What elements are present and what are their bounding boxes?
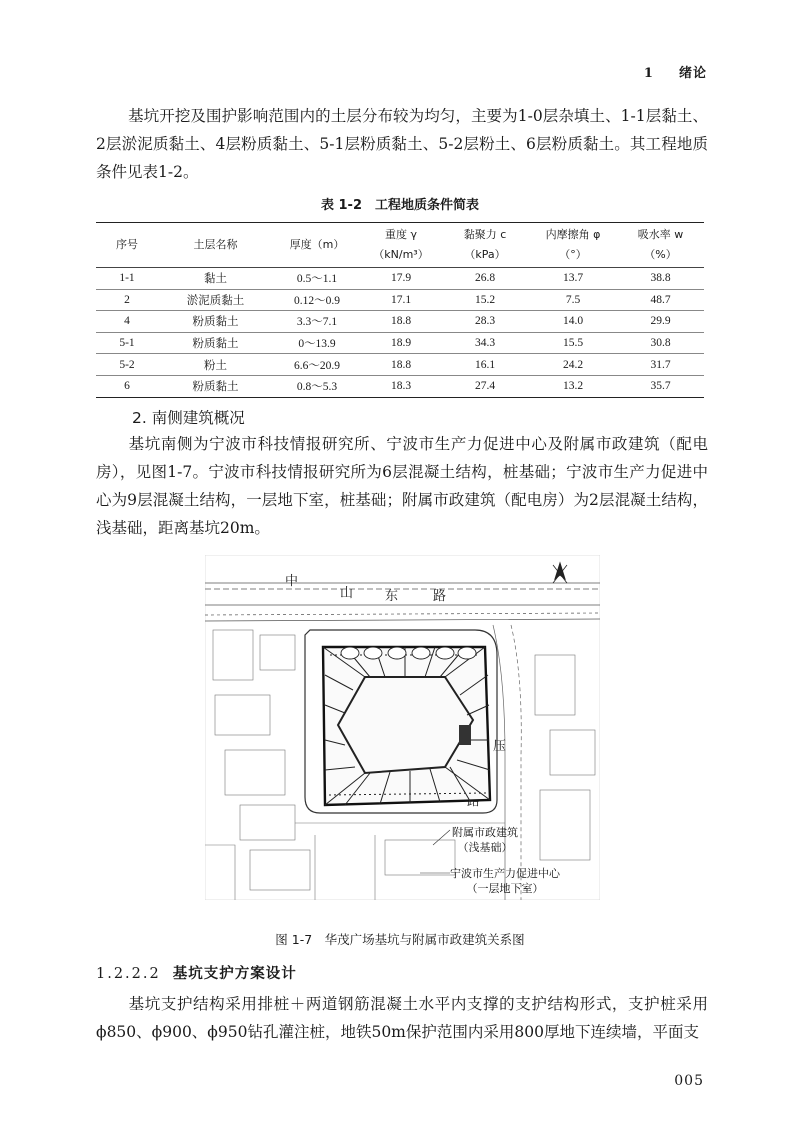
table-cell: 13.2 bbox=[529, 375, 617, 397]
table-cell: 31.7 bbox=[617, 354, 704, 376]
subheading-south-buildings: 2. 南侧建筑概况 bbox=[132, 409, 245, 427]
chapter-number: 1 bbox=[643, 66, 654, 81]
table-header-label: 厚度（m） bbox=[289, 238, 345, 251]
running-header bbox=[644, 62, 707, 81]
table-cell: 34.3 bbox=[441, 332, 529, 354]
table-header-cell bbox=[96, 223, 158, 268]
label-municipal-building: 附属市政建筑 bbox=[452, 826, 518, 839]
section-paragraph bbox=[96, 990, 708, 1046]
road-north-char-2: 山 bbox=[340, 586, 354, 601]
table-cell: 7.5 bbox=[529, 289, 617, 311]
label-productivity-center-note: （一层地下室） bbox=[466, 882, 544, 895]
chapter-title: 绪论 bbox=[678, 66, 707, 81]
table-cell: 粉质黏土 bbox=[158, 375, 273, 397]
table-cell: 粉土 bbox=[158, 354, 273, 376]
road-north-char-1: 中 bbox=[285, 574, 299, 589]
table-cell: 29.9 bbox=[617, 311, 704, 333]
table-cell: 0.5～1.1 bbox=[273, 268, 361, 290]
table-cell: 27.4 bbox=[441, 375, 529, 397]
table-cell: 1-1 bbox=[96, 268, 158, 290]
section-heading bbox=[96, 962, 297, 983]
section-number: 1.2.2.2 bbox=[96, 966, 161, 982]
table-body bbox=[96, 268, 704, 398]
table-cell: 粉质黏土 bbox=[158, 311, 273, 333]
access-ramp bbox=[459, 725, 471, 745]
table-header-cell bbox=[441, 223, 529, 268]
table-cell: 2 bbox=[96, 289, 158, 311]
table-header-unit: （kPa） bbox=[464, 248, 506, 261]
table-row bbox=[96, 311, 704, 333]
table-title: 表 1-2 工程地质条件简表 bbox=[320, 198, 479, 213]
table-header-cell bbox=[158, 223, 273, 268]
excavation-pit bbox=[323, 647, 490, 805]
table-header-cell bbox=[529, 223, 617, 268]
table-header-label: 土层名称 bbox=[193, 238, 238, 251]
table-cell: 6.6～20.9 bbox=[273, 354, 361, 376]
road-east-char-1: 压 bbox=[493, 739, 507, 754]
table-cell: 0～13.9 bbox=[273, 332, 361, 354]
table-header-label: 序号 bbox=[116, 238, 138, 251]
section-paragraph-text: 基坑支护结构采用排桩＋两道钢筋混凝土水平内支撑的支护结构形式，支护桩采用ϕ850、ϕ900、ϕ950钻孔灌注桩，地铁50m保护范围内采用800厚地下连续墙，平面支 bbox=[96, 995, 708, 1041]
table-row bbox=[96, 354, 704, 376]
table-cell: 4 bbox=[96, 311, 158, 333]
table-cell: 48.7 bbox=[617, 289, 704, 311]
south-paragraph-text: 基坑南侧为宁波市科技情报研究所、宁波市生产力促进中心及附属市政建筑（配电房），见图1-7。宁波市科技情报研究所为6层混凝土结构，桩基础；宁波市生产力促进中心为9层混凝土结构，一层地下室，桩基础；附属市政建筑（配电房）为2层混凝土结构，浅基础，距离基坑20m。 bbox=[96, 435, 708, 537]
table-cell: 3.3～7.1 bbox=[273, 311, 361, 333]
figure-caption: 图 1-7 华茂广场基坑与附属市政建筑关系图 bbox=[275, 932, 525, 947]
table-cell: 0.8～5.3 bbox=[273, 375, 361, 397]
section-title: 基坑支护方案设计 bbox=[172, 965, 297, 982]
site-plan-drawing bbox=[205, 555, 600, 900]
table-row bbox=[96, 289, 704, 311]
table-row bbox=[96, 375, 704, 397]
table-cell: 15.2 bbox=[441, 289, 529, 311]
table-header-cell bbox=[361, 223, 441, 268]
table-cell: 16.1 bbox=[441, 354, 529, 376]
table-cell: 14.0 bbox=[529, 311, 617, 333]
table-header-cell bbox=[273, 223, 361, 268]
table-header-unit: （%） bbox=[644, 248, 677, 261]
table-header-label: 吸水率 w bbox=[637, 228, 684, 241]
table-row bbox=[96, 332, 704, 354]
table-cell: 28.3 bbox=[441, 311, 529, 333]
page-number: 005 bbox=[674, 1073, 704, 1089]
table-cell: 17.9 bbox=[361, 268, 441, 290]
table-cell: 26.8 bbox=[441, 268, 529, 290]
table-row bbox=[96, 268, 704, 290]
table-header-unit: （kN/m³） bbox=[373, 248, 429, 261]
table-cell: 30.8 bbox=[617, 332, 704, 354]
label-productivity-center: 宁波市生产力促进中心 bbox=[450, 867, 560, 880]
road-north-char-3: 东 bbox=[385, 589, 399, 604]
site-plan-figure bbox=[205, 555, 600, 900]
table-header-label: 内摩擦角 φ bbox=[545, 228, 601, 241]
table-cell: 18.8 bbox=[361, 311, 441, 333]
south-paragraph bbox=[96, 430, 708, 542]
table-header-row bbox=[96, 223, 704, 268]
table-cell: 17.1 bbox=[361, 289, 441, 311]
table-cell: 6 bbox=[96, 375, 158, 397]
table-cell: 黏土 bbox=[158, 268, 273, 290]
table-cell: 5-2 bbox=[96, 354, 158, 376]
table-cell: 24.2 bbox=[529, 354, 617, 376]
table-cell: 13.7 bbox=[529, 268, 617, 290]
table-cell: 35.7 bbox=[617, 375, 704, 397]
table-cell: 18.8 bbox=[361, 354, 441, 376]
table-cell: 0.12～0.9 bbox=[273, 289, 361, 311]
geology-table bbox=[96, 222, 704, 398]
table-cell: 18.3 bbox=[361, 375, 441, 397]
table-header-unit: （°） bbox=[559, 248, 587, 261]
table-cell: 5-1 bbox=[96, 332, 158, 354]
table-header-label: 重度 γ bbox=[384, 228, 417, 241]
table-header-label: 黏聚力 c bbox=[463, 228, 507, 241]
label-municipal-building-note: （浅基础） bbox=[457, 841, 513, 854]
table-header-cell bbox=[617, 223, 704, 268]
table-cell: 粉质黏土 bbox=[158, 332, 273, 354]
table-cell: 38.8 bbox=[617, 268, 704, 290]
table-cell: 18.9 bbox=[361, 332, 441, 354]
intro-paragraph bbox=[96, 102, 708, 186]
table-cell: 15.5 bbox=[529, 332, 617, 354]
intro-paragraph-text: 基坑开挖及围护影响范围内的土层分布较为均匀，主要为1-0层杂填土、1-1层黏土、2层淤泥质黏土、4层粉质黏土、5-1层粉质黏土、5-2层粉土、6层粉质黏土。其工程地质条件见表1-2。 bbox=[96, 107, 708, 181]
road-north-char-4: 路 bbox=[433, 589, 447, 604]
table-cell: 淤泥质黏土 bbox=[158, 289, 273, 311]
